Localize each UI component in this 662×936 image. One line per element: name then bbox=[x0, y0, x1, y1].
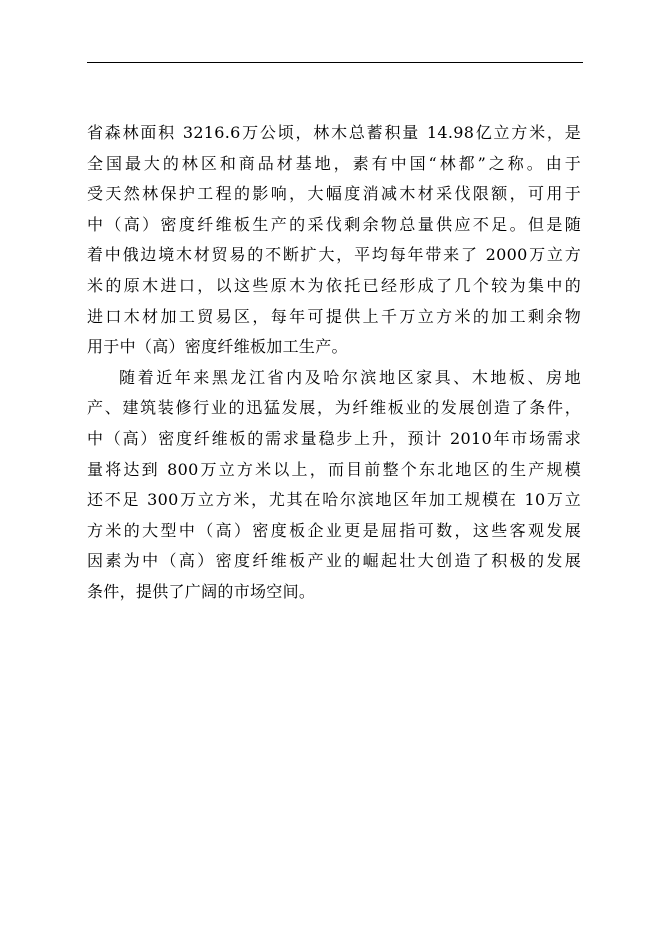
header-rule bbox=[87, 62, 583, 63]
document-body bbox=[87, 118, 581, 608]
text-line: 中（高）密度纤维板生产的采伐剩余物总量供应不足。但是随 bbox=[87, 214, 581, 234]
text-line: 省森林面积 3216.6万公顷，林木总蓄积量 14.98亿立方米，是 bbox=[87, 123, 581, 142]
text-line: 受天然林保护工程的影响，大幅度消减木材采伐限额，可用于 bbox=[87, 184, 581, 204]
paragraph-1 bbox=[87, 118, 581, 363]
text-line: 用于中（高）密度纤维板加工生产。 bbox=[87, 337, 348, 357]
text-line: 着中俄边境木材贸易的不断扩大，平均每年带来了 2000万立方 bbox=[87, 245, 581, 265]
text-line: 因素为中（高）密度纤维板产业的崛起壮大创造了积极的发展 bbox=[87, 551, 581, 571]
text-line: 全国最大的林区和商品材基地，素有中国“林都”之称。由于 bbox=[87, 153, 581, 173]
text-line: 中（高）密度纤维板的需求量稳步上升，预计 2010年市场需求 bbox=[87, 428, 581, 448]
paragraph-2 bbox=[87, 363, 581, 608]
text-line: 米的原木进口，以这些原木为依托已经形成了几个较为集中的 bbox=[87, 275, 581, 295]
text-line: 条件，提供了广阔的市场空间。 bbox=[87, 581, 316, 601]
text-line: 随着近年来黑龙江省内及哈尔滨地区家具、木地板、房地 bbox=[119, 367, 581, 387]
text-line: 量将达到 800万立方米以上，而目前整个东北地区的生产规模 bbox=[87, 459, 581, 479]
text-line: 产、建筑装修行业的迅猛发展，为纤维板业的发展创造了条件， bbox=[87, 398, 581, 418]
text-line: 方米的大型中（高）密度板企业更是屈指可数，这些客观发展 bbox=[87, 520, 581, 540]
text-line: 进口木材加工贸易区，每年可提供上千万立方米的加工剩余物 bbox=[87, 306, 581, 326]
text-line: 还不足 300万立方米，尤其在哈尔滨地区年加工规模在 10万立 bbox=[87, 490, 581, 510]
